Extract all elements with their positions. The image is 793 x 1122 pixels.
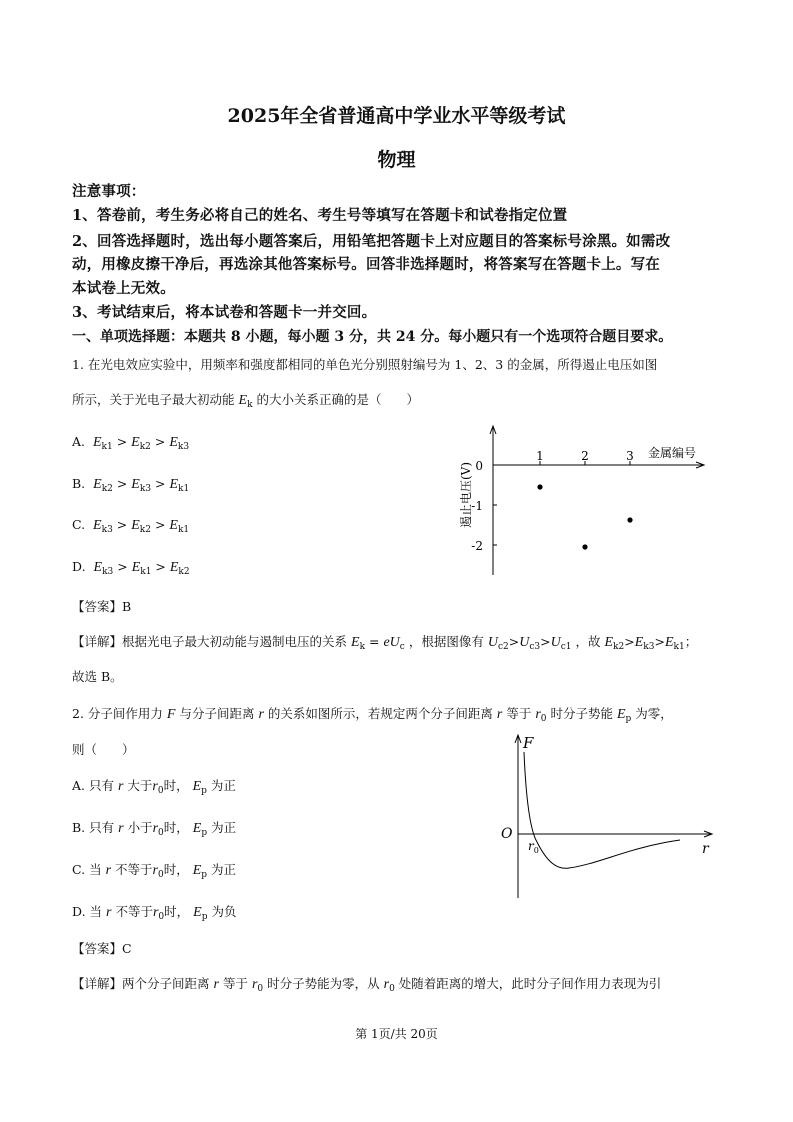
q1-option-c[interactable]: C. $E_{k3} > E_{k2} > E_{k1}$	[72, 517, 190, 535]
q2-stem-line-2: 则（ ）	[72, 742, 135, 757]
q1-x-label: 金属编号	[648, 446, 697, 460]
q1-point-metal-2	[582, 544, 587, 549]
q1-stopping-voltage-graph	[448, 420, 718, 580]
notice-item-2-line-2: 动，用橡皮擦干净后，再选涂其他答案标号。回答非选择题时，将答案写在答题卡上。写在	[72, 256, 660, 273]
q1-xtick-1: 1	[536, 449, 544, 463]
q1-option-b[interactable]: B. $E_{k2} > E_{k3} > E_{k1}$	[72, 476, 190, 494]
section-1-heading: 一、单项选择题：本题共 8 小题，每小题 3 分，共 24 分。每小题只有一个选项符合题目要求。	[72, 329, 673, 345]
q2-option-a[interactable]: A. 只有 r 大于$r_0$时， $E_p$ 为正	[72, 778, 236, 796]
q1-ytick-minus1: -1	[471, 499, 483, 513]
subject-title: 物理	[377, 149, 416, 171]
q1-point-metal-1	[537, 484, 542, 489]
q2-force-curve	[524, 752, 680, 868]
q2-r0-label: $r_0$	[528, 839, 539, 855]
notice-item-1: 1、答卷前，考生务必将自己的姓名、考生号等填写在答题卡和试卷指定位置	[72, 207, 568, 224]
q1-point-metal-3	[627, 517, 632, 522]
notice-heading: 注意事项：	[72, 183, 146, 200]
q1-stem-line-1: 1. 在光电效应实验中，用频率和强度都相同的单色光分别照射编号为 1、2、3 的金属，所得遏止电压如图	[72, 357, 658, 372]
q2-answer: 【答案】C	[72, 941, 132, 956]
q2-r-label: r	[702, 841, 709, 857]
q1-ytick-minus2: -2	[471, 539, 483, 553]
q1-answer: 【答案】B	[72, 599, 132, 614]
q2-detail: 【详解】两个分子间距离 r 等于 $r_0$ 时分子势能为零，从 $r_0$ 处随着距离的增大，此时分子间作用力表现为引	[72, 976, 662, 994]
q1-xtick-3: 3	[626, 449, 634, 463]
q2-origin-label: O	[501, 826, 513, 842]
q2-force-distance-graph	[495, 730, 720, 902]
notice-item-3: 3、考试结束后，将本试卷和答题卡一并交回。	[72, 304, 377, 321]
q1-detail: 【详解】根据光电子最大初动能与遏制电压的关系 $E_k = eU_c$ ，根据图像有 $U_{c2}>U_{c3}>U_{c1}$ ，故 $E_{k2}>E_{k3}>E_{k1}$；	[72, 634, 698, 652]
q1-y-label: 遏止电压(V)	[459, 461, 473, 528]
q1-xtick-2: 2	[581, 449, 589, 463]
q2-option-b[interactable]: B. 只有 r 小于$r_0$时， $E_p$ 为正	[72, 820, 237, 838]
q2-stem-line-1: 2. 分子间作用力 F 与分子间距离 r 的关系如图所示，若规定两个分子间距离 r 等于 $r_0$ 时分子势能 $E_p$ 为零，	[72, 706, 673, 724]
q2-f-label: F	[523, 734, 534, 752]
q1-stem-line-2: 所示，关于光电子最大初动能 $E_k$ 的大小关系正确的是（ ）	[72, 392, 420, 410]
notice-item-2-line-1: 2、回答选择题时，选出每小题答案后，用铅笔把答题卡上对应题目的答案标号涂黑。如需改	[72, 233, 671, 250]
q1-detail-line-2: 故选 B。	[72, 669, 123, 684]
q1-option-d[interactable]: D. $E_{k3} > E_{k1} > E_{k2}$	[72, 559, 190, 577]
q1-ytick-0: 0	[475, 459, 483, 473]
q2-option-c[interactable]: C. 当 r 不等于$r_0$时， $E_p$ 为正	[72, 862, 237, 880]
q1-option-a[interactable]: A. $E_{k1} > E_{k2} > E_{k3}$	[72, 434, 190, 452]
page-number: 第 1页/共 20页	[355, 1027, 438, 1041]
exam-title: 2025年全省普通高中学业水平等级考试	[227, 105, 566, 127]
notice-item-2-line-3: 本试卷上无效。	[72, 280, 175, 297]
q2-option-d[interactable]: D. 当 r 不等于$r_0$时， $E_p$ 为负	[72, 904, 237, 922]
